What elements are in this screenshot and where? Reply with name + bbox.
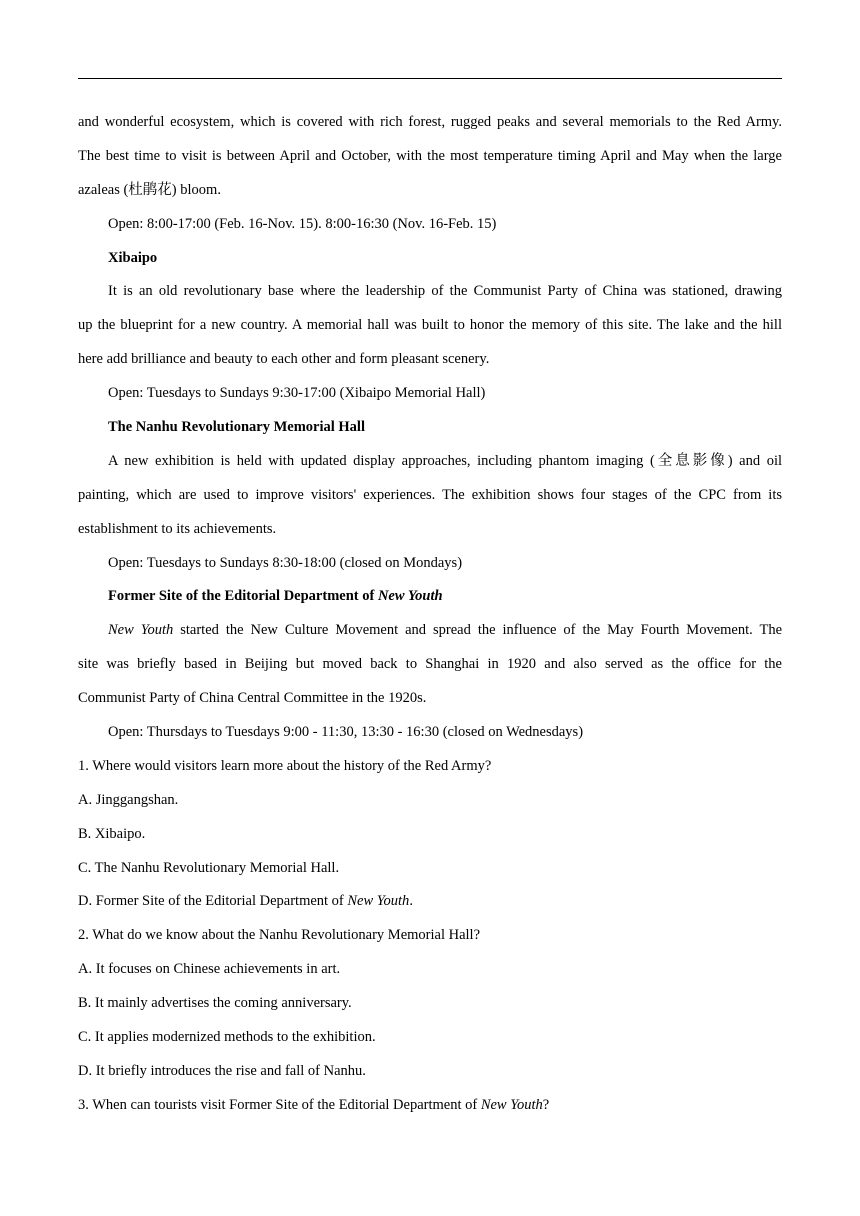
question-2-option-a: A. It focuses on Chinese achievements in art. xyxy=(78,961,341,978)
xibaipo-desc-line: It is an old revolutionary base where the leadership of the Communist Party of China was stationed, drawing xyxy=(108,283,782,300)
xibaipo-desc-line: here add brilliance and beauty to each other and form pleasant scenery. xyxy=(78,351,490,368)
question-1-stem: 1. Where would visitors learn more about the history of the Red Army? xyxy=(78,757,492,774)
question-2-option-b: B. It mainly advertises the coming anniversary. xyxy=(78,995,352,1012)
question-3-stem-text: 3. When can tourists visit Former Site of the Editorial Department of xyxy=(78,1096,481,1113)
question-1-option-a: A. Jinggangshan. xyxy=(78,791,179,808)
question-1-option-d-suffix: . xyxy=(409,893,413,910)
jinggangshan-desc-line: azaleas (杜鹃花) bloom. xyxy=(78,181,221,198)
document-body xyxy=(78,110,782,1127)
question-3-stem-suffix: ? xyxy=(542,1096,550,1113)
new-youth-desc-line xyxy=(78,618,782,652)
new-youth-open-hours: Open: Thursdays to Tuesdays 9:00 - 11:30, 13:30 - 16:30 (closed on Wednesdays) xyxy=(108,724,584,741)
new-youth-title-italic: New Youth xyxy=(377,588,443,605)
question-2-option-d: D. It briefly introduces the rise and fall of Nanhu. xyxy=(78,1062,366,1079)
xibaipo-desc-line: up the blueprint for a new country. A memorial hall was built to honor the memory of this site. The lake and the hill xyxy=(78,317,782,334)
question-3-stem-italic: New Youth xyxy=(480,1096,543,1113)
new-youth-title xyxy=(78,584,782,618)
nanhu-desc-line: establishment to its achievements. xyxy=(78,520,277,537)
new-youth-desc-text: started the New Culture Movement and spread the influence of the May Fourth Movement. The xyxy=(173,622,783,639)
nanhu-title: The Nanhu Revolutionary Memorial Hall xyxy=(108,419,365,436)
jinggangshan-open-hours: Open: 8:00-17:00 (Feb. 16-Nov. 15). 8:00-16:30 (Nov. 16-Feb. 15) xyxy=(108,215,497,232)
question-1-option-d xyxy=(78,889,782,923)
nanhu-open-hours: Open: Tuesdays to Sundays 8:30-18:00 (closed on Mondays) xyxy=(108,554,463,571)
question-1-option-b: B. Xibaipo. xyxy=(78,825,146,842)
jinggangshan-desc-line: and wonderful ecosystem, which is covered with rich forest, rugged peaks and several memorials to the Red Army. xyxy=(78,114,782,130)
question-1-option-d-italic: New Youth xyxy=(347,893,410,910)
question-3-stem xyxy=(78,1093,782,1127)
xibaipo-open-hours: Open: Tuesdays to Sundays 9:30-17:00 (Xibaipo Memorial Hall) xyxy=(108,385,486,402)
question-2-option-c: C. It applies modernized methods to the exhibition. xyxy=(78,1029,376,1046)
question-2-stem: 2. What do we know about the Nanhu Revolutionary Memorial Hall? xyxy=(78,927,481,944)
xibaipo-title: Xibaipo xyxy=(108,249,158,266)
new-youth-desc-italic: New Youth xyxy=(108,622,174,639)
nanhu-desc-line: painting, which are used to improve visitors' experiences. The exhibition shows four stages of the CPC from its xyxy=(78,486,782,503)
nanhu-desc-line: A new exhibition is held with updated display approaches, including phantom imaging (全息影像) and oil xyxy=(108,452,782,469)
new-youth-desc-line: Communist Party of China Central Committee in the 1920s. xyxy=(78,690,427,707)
new-youth-desc-line: site was briefly based in Beijing but moved back to Shanghai in 1920 and also served as the office for the xyxy=(78,656,782,673)
jinggangshan-desc-line: The best time to visit is between April and October, with the most temperature timing April and May when the large xyxy=(78,147,782,164)
question-1-option-d-text: D. Former Site of the Editorial Department of xyxy=(78,893,348,910)
question-1-option-c: C. The Nanhu Revolutionary Memorial Hall. xyxy=(78,859,340,876)
new-youth-title-text: Former Site of the Editorial Department of xyxy=(108,588,378,605)
header-rule xyxy=(78,78,782,79)
